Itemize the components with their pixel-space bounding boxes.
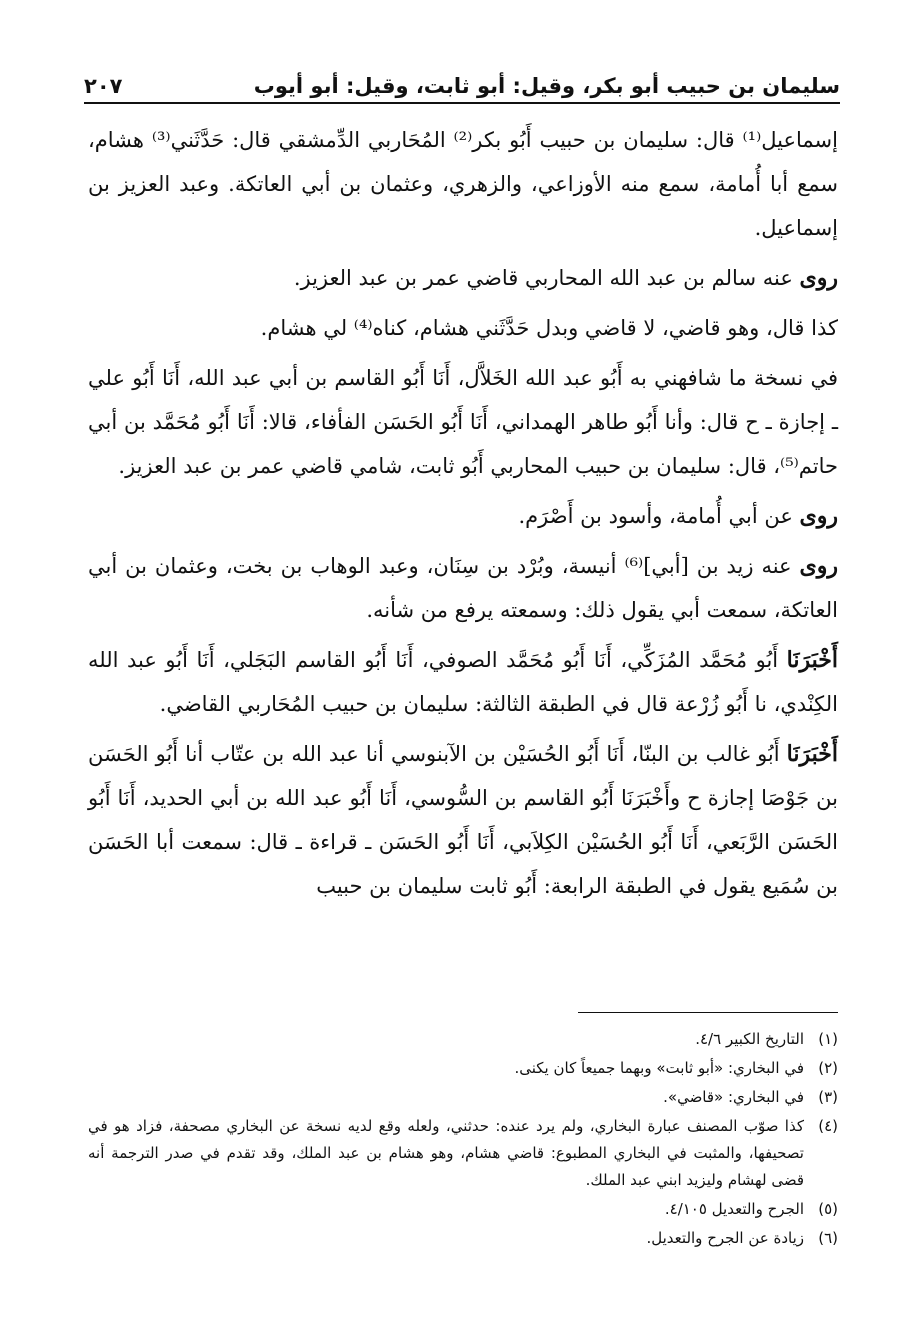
- footnote: (٦) زيادة عن الجرح والتعديل.: [646, 1229, 838, 1247]
- paragraph: إسماعيل⁽¹⁾ قال: سليمان بن حبيب أَبُو بكر⁽²⁾ المُحَاربي الدِّمشقي قال: حَدَّثَني⁽³⁾ هشام، سمع أبا أُمامة، سمع منه الأوزاعي، والزهري، وعثمان بن أبي العاتكة. وعبد العزيز بن إسماعيل.: [88, 128, 839, 240]
- paragraph: روى عنه زيد بن [أبي]⁽⁶⁾ أنيسة، وبُرْد بن سِنَان، وعبد الوهاب بن بخت، وعثمان بن أبي العاتكة، سمعت أبي يقول ذلك: وسمعته يرفع من شأنه.: [88, 553, 838, 622]
- header-rule: [84, 102, 840, 104]
- footnote: (٥) الجرح والتعديل ٤/١٠٥.: [664, 1200, 838, 1218]
- paragraph: في نسخة ما شافهني به أَبُو عبد الله الخَلاَّل، أَنَا أَبُو القاسم بن أبي عبد الله، أَنَا أَبُو علي ـ إجازة ـ ح قال: وأنا أَبُو طاهر الهمداني، أَنَا أَبُو الحَسَن الفأفاء، قالا: أَنَا أَبُو مُحَمَّد بن أبي حاتم⁽⁵⁾، قال: سليمان بن حبيب المحاربي أَبُو ثابت، شامي قاضي عمر بن عبد العزيز.: [88, 366, 838, 478]
- running-title: سليمان بن حبيب أبو بكر، وقيل: أبو ثابت، وقيل: أبو أيوب: [253, 74, 840, 98]
- paragraph: أَخْبَرَنَا أَبُو مُحَمَّد المُزَكِّي، أَنَا أَبُو مُحَمَّد الصوفي، أَنَا أَبُو القاسم البَجَلي، أَنَا أَبُو عبد الله الكِنْدي، نا أَبُو زُرْعة قال في الطبقة الثالثة: سليمان بن حبيب المُحَاربي القاضي.: [88, 647, 838, 716]
- footnote: (١) التاريخ الكبير ٤/٦.: [695, 1030, 838, 1048]
- page-number: ٢٠٧: [84, 74, 123, 98]
- footnote: (٢) في البخاري: «أبو ثابت» وبهما جميعاً كان يكنى.: [514, 1059, 838, 1077]
- footnote-separator: [578, 1012, 838, 1013]
- paragraph: أَخْبَرَنَا أَبُو غالب بن البنّا، أَنَا أَبُو الحُسَيْن بن الآبنوسي أنا عبد الله بن عتّاب أنا أَبُو الحَسَن بن جَوْصَا إجازة ح وأَخْبَرَنَا أَبُو القاسم بن السُّوسي، أَنَا أَبُو عبد الله بن أبي الحديد، أَنَا أَبُو الحَسَن الرَّبَعي، أَنَا أَبُو الحُسَيْن الكِلاَبي، أَنَا أَبُو الحَسَن ـ قراءة ـ قال: سمعت أبا الحَسَن بن سُمَيع يقول في الطبقة الرابعة: أَبُو ثابت سليمان بن حبيب: [88, 741, 838, 898]
- page-header: [84, 58, 840, 98]
- main-text: [88, 118, 838, 914]
- footnote: (٣) في البخاري: «قاضي».: [663, 1088, 838, 1106]
- paragraph: كذا قال، وهو قاضي، لا قاضي وبدل حَدَّثَني هشام، كناه⁽⁴⁾ لي هشام.: [260, 316, 838, 340]
- footnotes: [88, 1026, 838, 1254]
- footnote: (٤) كذا صوّب المصنف عبارة البخاري، ولم يرد عنده: حدثني، ولعله وقع لديه نسخة عن البخاري مصحفة، فزاد هو في تصحيفها، والمثبت في البخاري المطبوع: قاضي هشام، وهو هشام بن عبد الملك، وقد تقدم في صدر الترجمة أنه قضى لهشام وليزيد ابني عبد الملك.: [88, 1117, 838, 1189]
- paragraph: روى عن أبي أُمامة، وأسود بن أَصْرَم.: [518, 503, 838, 529]
- paragraph: روى عنه سالم بن عبد الله المحاربي قاضي عمر بن عبد العزيز.: [293, 265, 838, 291]
